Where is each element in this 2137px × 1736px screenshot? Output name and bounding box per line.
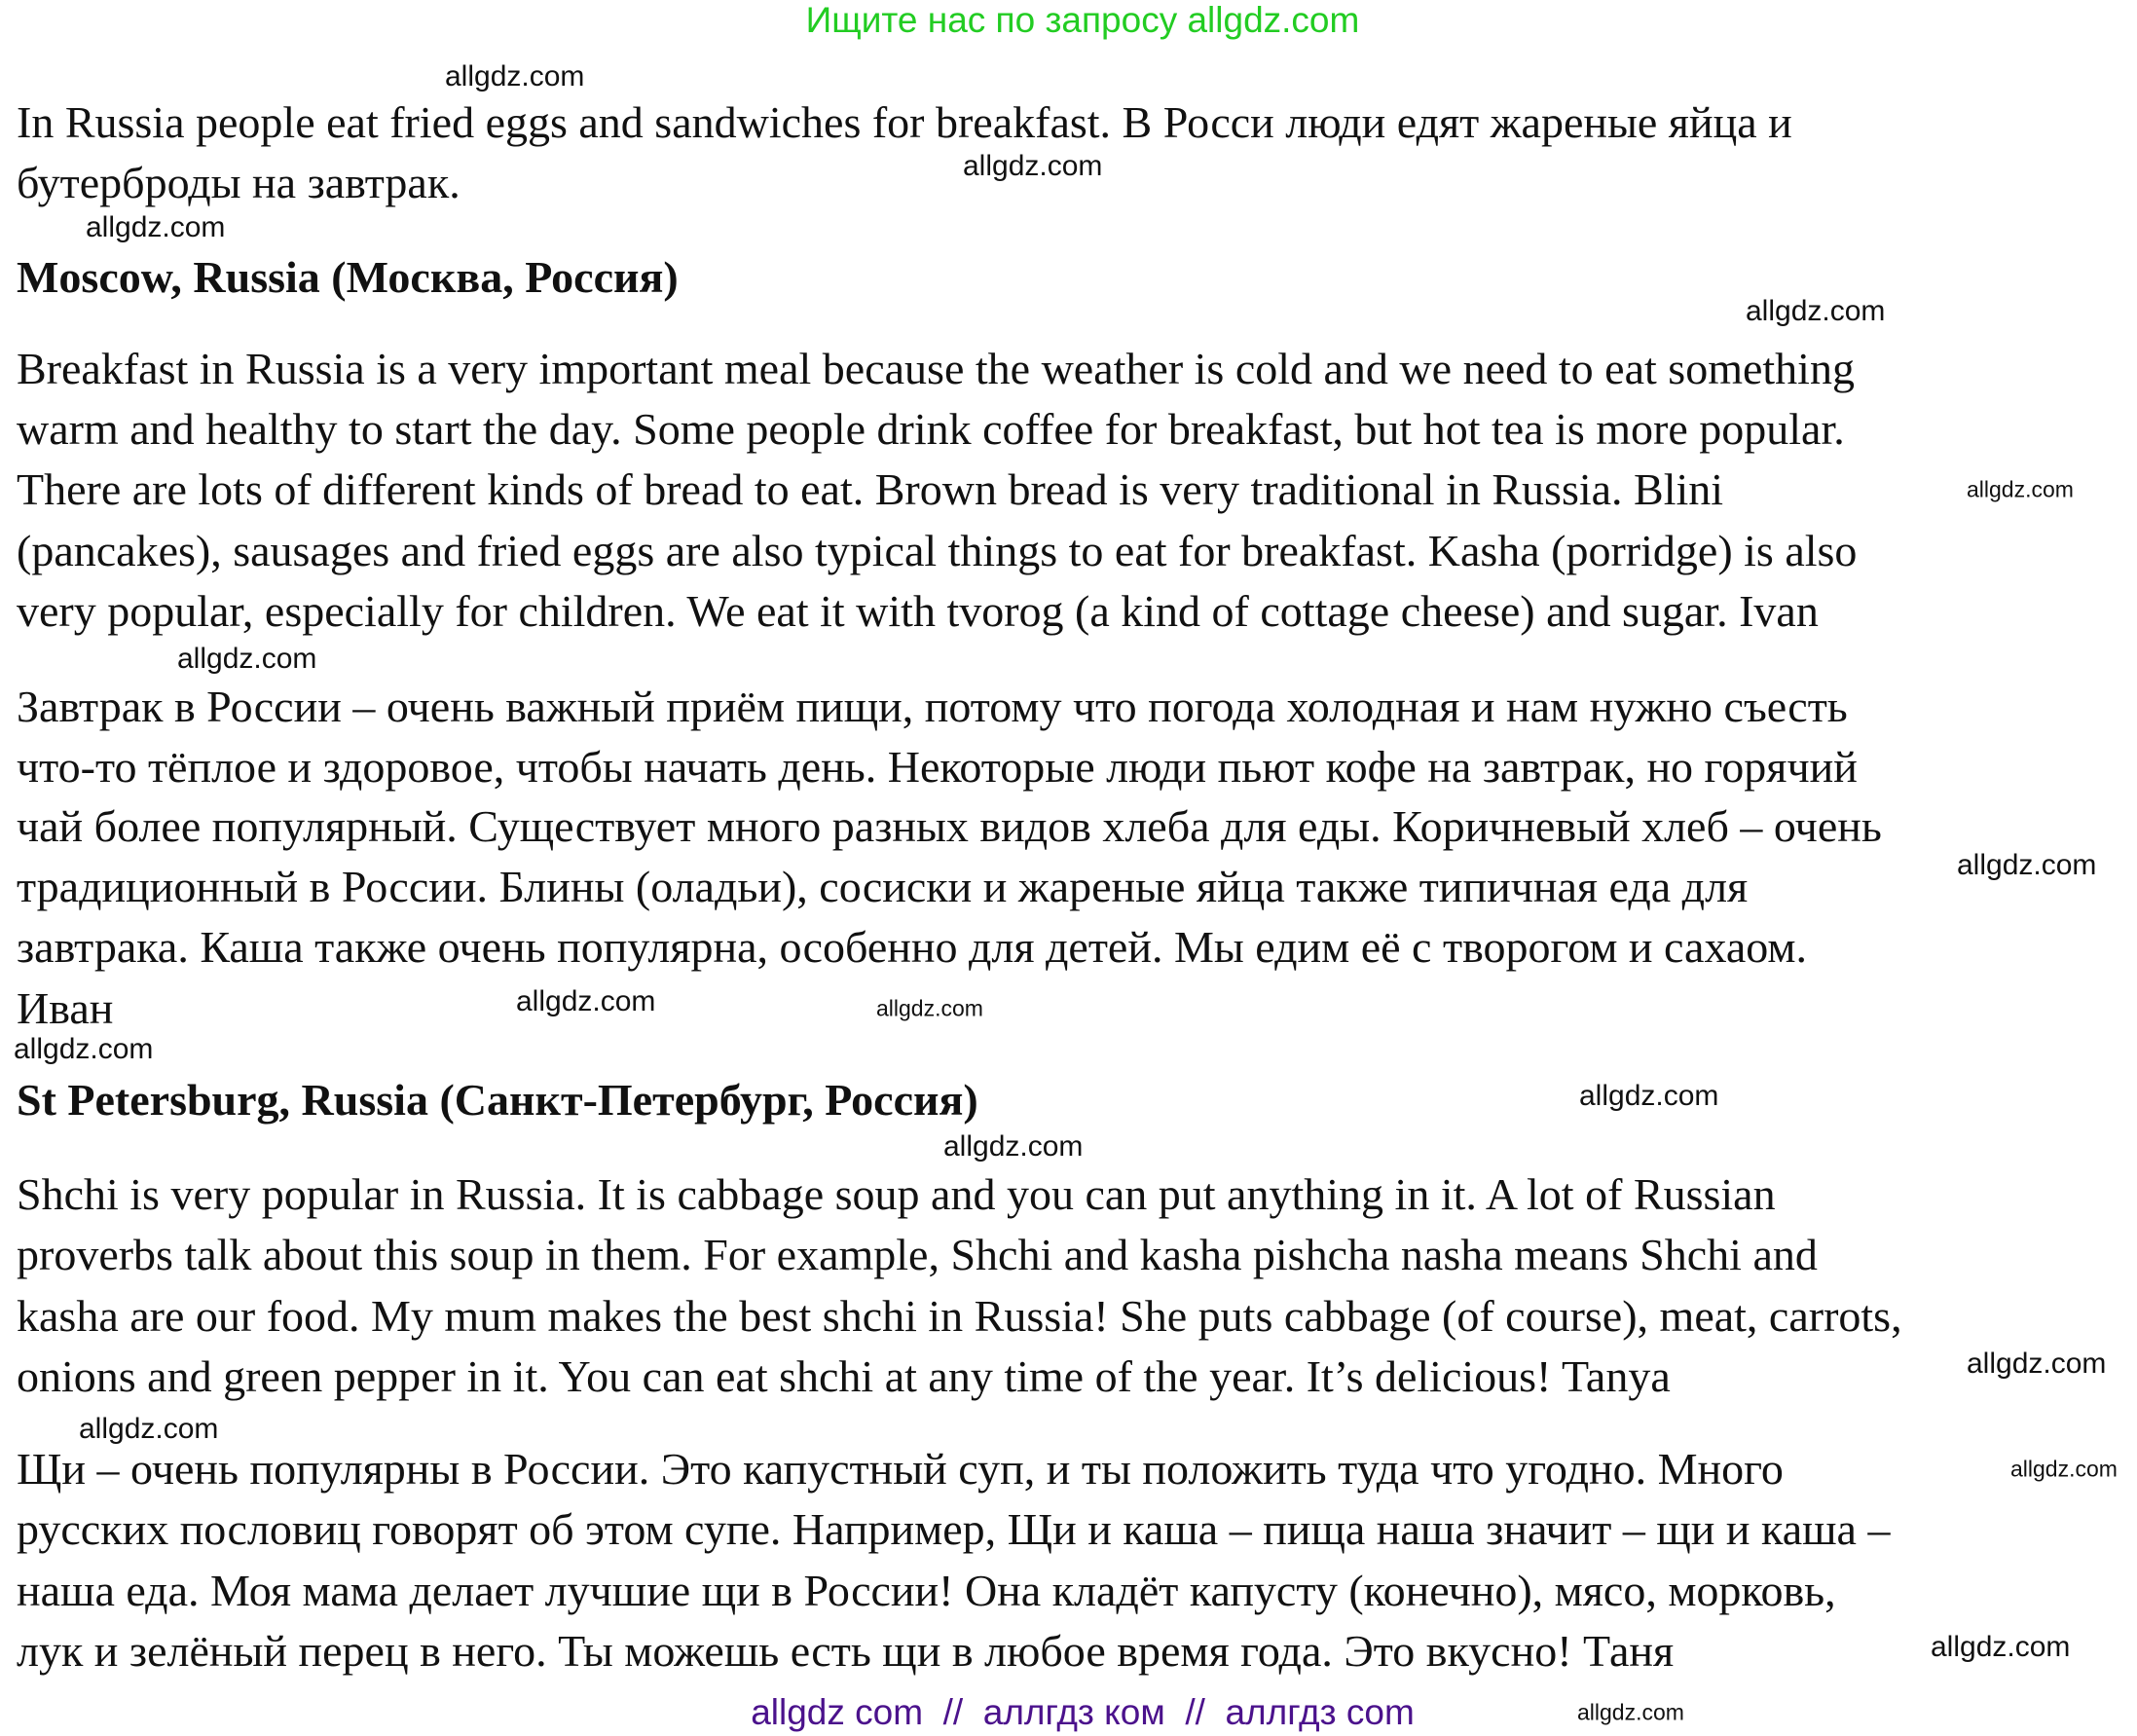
moscow-heading: Moscow, Russia (Москва, Россия)	[17, 252, 679, 302]
petersburg-english-line: onions and green pepper in it. You can eat shchi at any time of the year. It’s delicious! Tanya	[17, 1351, 1671, 1401]
search-banner: Ищите нас по запросу allgdz.com	[805, 0, 1360, 40]
intro-line: бутерброды на завтрак.	[17, 158, 461, 207]
petersburg-russian-line: лук и зелёный перец в него. Ты можешь есть щи в любое время года. Это вкусно! Таня	[17, 1626, 1675, 1676]
watermark: allgdz.com	[1967, 476, 2074, 502]
watermark: allgdz.com	[177, 643, 317, 675]
moscow-english-line: (pancakes), sausages and fried eggs are also typical things to eat for breakfast. Kasha (porridge) is also	[17, 526, 1858, 575]
moscow-english-line: warm and healthy to start the day. Some people drink coffee for breakfast, but hot tea is more popular.	[17, 404, 1845, 454]
moscow-russian-line: чай более популярный. Существует много разных видов хлеба для еды. Коричневый хлеб – очень	[17, 801, 1882, 851]
moscow-english-line: very popular, especially for children. We eat it with tvorog (a kind of cottage cheese) and sugar. Ivan	[17, 586, 1819, 636]
watermark: allgdz.com	[14, 1033, 154, 1065]
watermark: allgdz.com	[1746, 295, 1886, 327]
intro-line: In Russia people eat fried eggs and sandwiches for breakfast. В Росси люди едят жареные яйца и	[17, 97, 1792, 147]
petersburg-english-line: kasha are our food. My mum makes the best shchi in Russia! She puts cabbage (of course), meat, carrots,	[17, 1291, 1902, 1341]
watermark: allgdz.com	[79, 1413, 219, 1445]
watermark: allgdz.com	[1957, 849, 2097, 881]
watermark: allgdz.com	[2010, 1456, 2118, 1482]
watermark: allgdz.com	[1579, 1080, 1719, 1112]
moscow-russian-line: Иван	[17, 983, 114, 1033]
moscow-russian-line: завтрака. Каша также очень популярна, особенно для детей. Мы едим её с творогом и сахаом.	[17, 922, 1807, 972]
petersburg-russian-line: русских пословиц говорят об этом супе. Например, Щи и каша – пища наша значит – щи и каша –	[17, 1504, 1891, 1554]
watermark: allgdz.com	[1931, 1631, 2071, 1663]
moscow-russian-line: традиционный в России. Блины (оладьи), сосиски и жареные яйца также типичная еда для	[17, 862, 1749, 911]
watermark: allgdz.com	[86, 211, 226, 243]
watermark: allgdz.com	[1577, 1699, 1684, 1725]
watermark: allgdz.com	[516, 985, 656, 1017]
moscow-english-line: There are lots of different kinds of bread to eat. Brown bread is very traditional in Russia. Blini	[17, 464, 1724, 514]
watermark: allgdz.com	[963, 150, 1103, 182]
watermark: allgdz.com	[876, 995, 983, 1021]
petersburg-russian-line: Щи – очень популярны в России. Это капустный суп, и ты положить туда что угодно. Много	[17, 1444, 1784, 1494]
petersburg-russian-line: наша еда. Моя мама делает лучшие щи в России! Она кладёт капусту (конечно), мясо, морковь,	[17, 1566, 1836, 1615]
moscow-russian-line: что-то тёплое и здоровое, чтобы начать день. Некоторые люди пьют кофе на завтрак, но горячий	[17, 742, 1858, 792]
moscow-english-line: Breakfast in Russia is a very important meal because the weather is cold and we need to eat something	[17, 344, 1855, 393]
petersburg-heading: St Petersburg, Russia (Санкт-Петербург, Россия)	[17, 1075, 978, 1125]
watermark: allgdz.com	[1967, 1348, 2107, 1380]
petersburg-english-line: Shchi is very popular in Russia. It is cabbage soup and you can put anything in it. A lot of Russian	[17, 1169, 1776, 1219]
watermark: allgdz.com	[943, 1130, 1084, 1163]
footer-banner: allgdz com // аллгдз ком // аллгдз com	[751, 1692, 1415, 1732]
watermark: allgdz.com	[445, 60, 585, 92]
petersburg-english-line: proverbs talk about this soup in them. For example, Shchi and kasha pishcha nasha means Shchi and	[17, 1230, 1818, 1279]
moscow-russian-line: Завтрак в России – очень важный приём пищи, потому что погода холодная и нам нужно съесть	[17, 682, 1848, 731]
